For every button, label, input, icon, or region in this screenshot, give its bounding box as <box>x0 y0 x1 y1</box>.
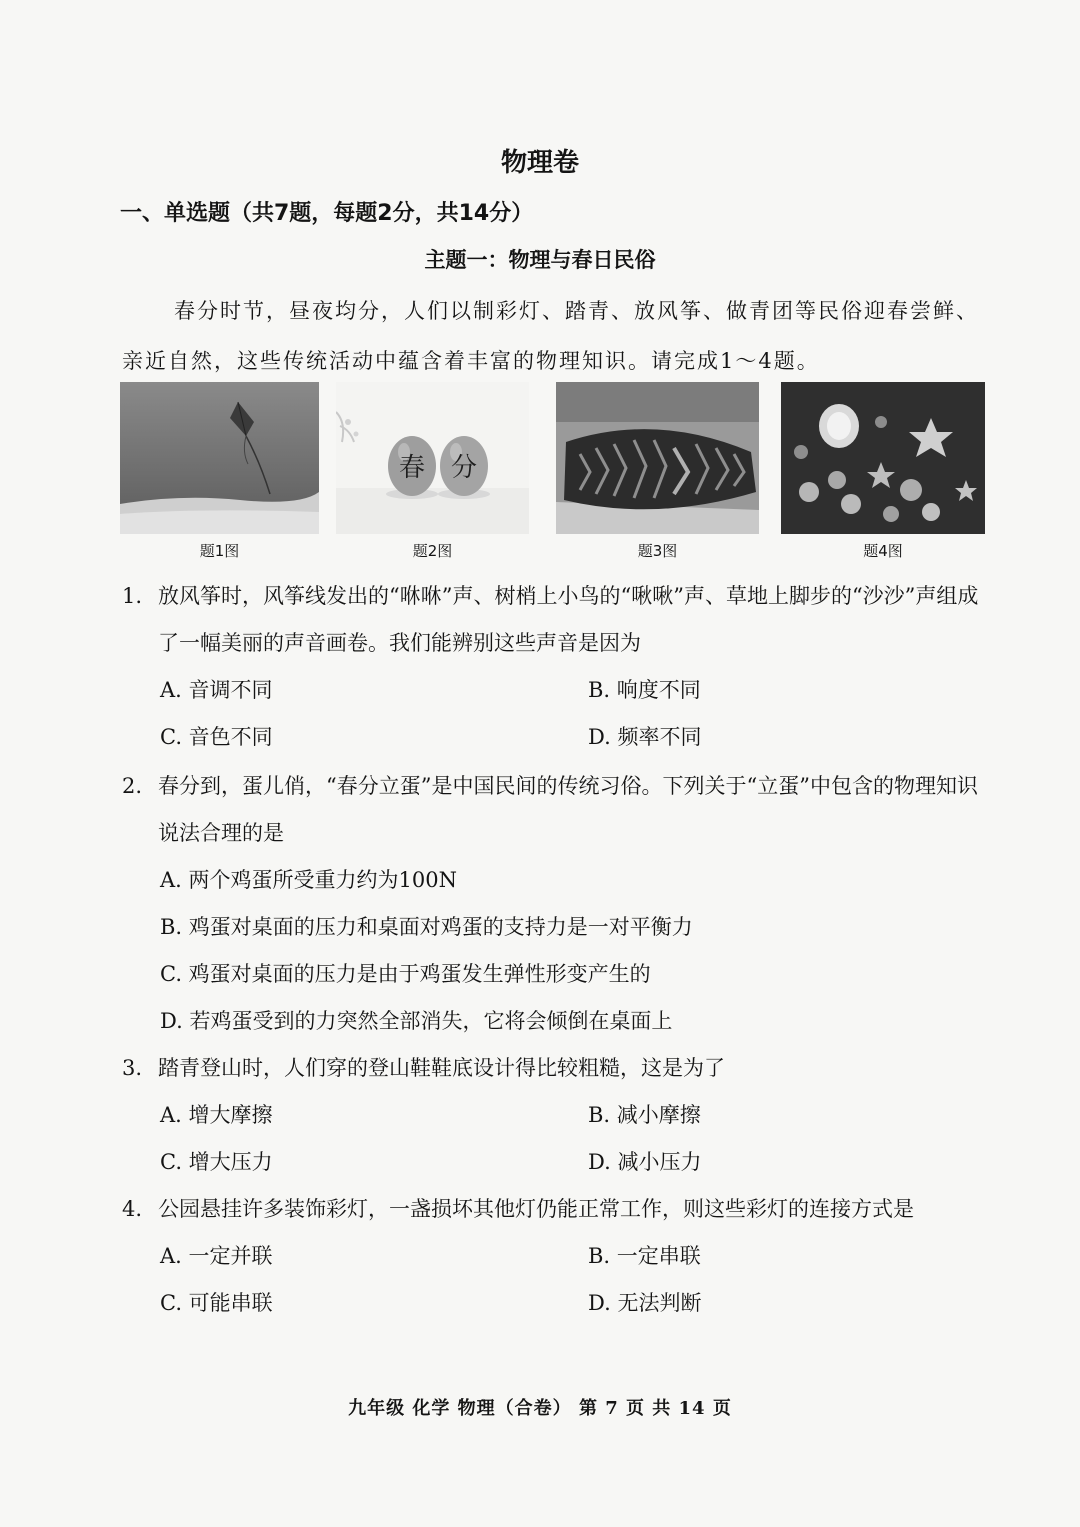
figure-1 <box>120 382 319 561</box>
intro-paragraph: 春分时节，昼夜均分，人们以制彩灯、踏青、放风筝、做青团等民俗迎春尝鲜、亲近自然，这些传统活动中蕴含着丰富的物理知识。请完成1～4题。 <box>122 299 979 373</box>
question-1 <box>122 573 982 761</box>
question-stem: 放风筝时，风筝线发出的“咻咻”声、树梢上小鸟的“啾啾”声、草地上脚步的“沙沙”声组成了一幅美丽的声音画卷。我们能辨别这些声音是因为 <box>158 584 979 655</box>
option-a: A. 一定并联 <box>160 1244 273 1268</box>
page-footer: 九年级 化学 物理（合卷） 第 7 页 共 14 页 <box>348 1398 732 1419</box>
question-stem: 公园悬挂许多装饰彩灯，一盏损坏其他灯仍能正常工作，则这些彩灯的连接方式是 <box>158 1197 914 1221</box>
section-heading: 一、单选题（共7题，每题2分，共14分） <box>120 201 534 226</box>
figure-4 <box>781 382 985 561</box>
figure-4-caption: 题4图 <box>863 542 903 560</box>
option-d: D. 若鸡蛋受到的力突然全部消失，它将会倾倒在桌面上 <box>160 1009 673 1033</box>
option-d: D. 频率不同 <box>588 725 702 749</box>
kite-photo-icon <box>120 382 319 534</box>
egg-left-char: 春 <box>398 453 426 483</box>
shoe-sole-photo-icon <box>556 382 759 534</box>
page-title: 物理卷 <box>500 148 579 178</box>
question-number: 3. <box>122 1056 143 1080</box>
option-c: C. 鸡蛋对桌面的压力是由于鸡蛋发生弹性形变产生的 <box>160 962 651 986</box>
option-a: A. 增大摩擦 <box>160 1103 273 1127</box>
question-number: 1. <box>122 584 143 608</box>
question-3 <box>122 1045 982 1186</box>
figure-3-caption: 题3图 <box>637 542 678 560</box>
option-b: B. 鸡蛋对桌面的压力和桌面对鸡蛋的支持力是一对平衡力 <box>160 915 693 939</box>
figure-2 <box>336 382 529 561</box>
option-c: C. 增大压力 <box>160 1150 273 1174</box>
option-b: B. 响度不同 <box>588 678 701 702</box>
option-d: D. 减小压力 <box>588 1150 702 1174</box>
question-number: 4. <box>122 1197 143 1221</box>
lanterns-photo-icon <box>781 382 985 534</box>
question-stem: 踏青登山时，人们穿的登山鞋鞋底设计得比较粗糙，这是为了 <box>158 1056 725 1080</box>
option-c: C. 音色不同 <box>160 725 273 749</box>
egg-right-char: 分 <box>450 453 478 483</box>
question-stem: 春分到，蛋儿俏，“春分立蛋”是中国民间的传统习俗。下列关于“立蛋”中包含的物理知识说法合理的是 <box>158 774 978 845</box>
option-b: B. 一定串联 <box>588 1244 701 1268</box>
option-d: D. 无法判断 <box>588 1291 702 1315</box>
option-c: C. 可能串联 <box>160 1291 273 1315</box>
figure-2-caption: 题2图 <box>412 542 453 560</box>
option-a: A. 音调不同 <box>160 678 273 702</box>
eggs-photo-icon <box>336 382 529 534</box>
question-number: 2. <box>122 774 143 798</box>
option-b: B. 减小摩擦 <box>588 1103 701 1127</box>
question-2 <box>122 763 982 1045</box>
figure-1-caption: 题1图 <box>199 542 240 560</box>
theme-heading: 主题一：物理与春日民俗 <box>424 248 656 272</box>
question-4 <box>122 1186 982 1327</box>
figure-3 <box>556 382 759 561</box>
option-a: A. 两个鸡蛋所受重力约为100N <box>160 868 457 892</box>
